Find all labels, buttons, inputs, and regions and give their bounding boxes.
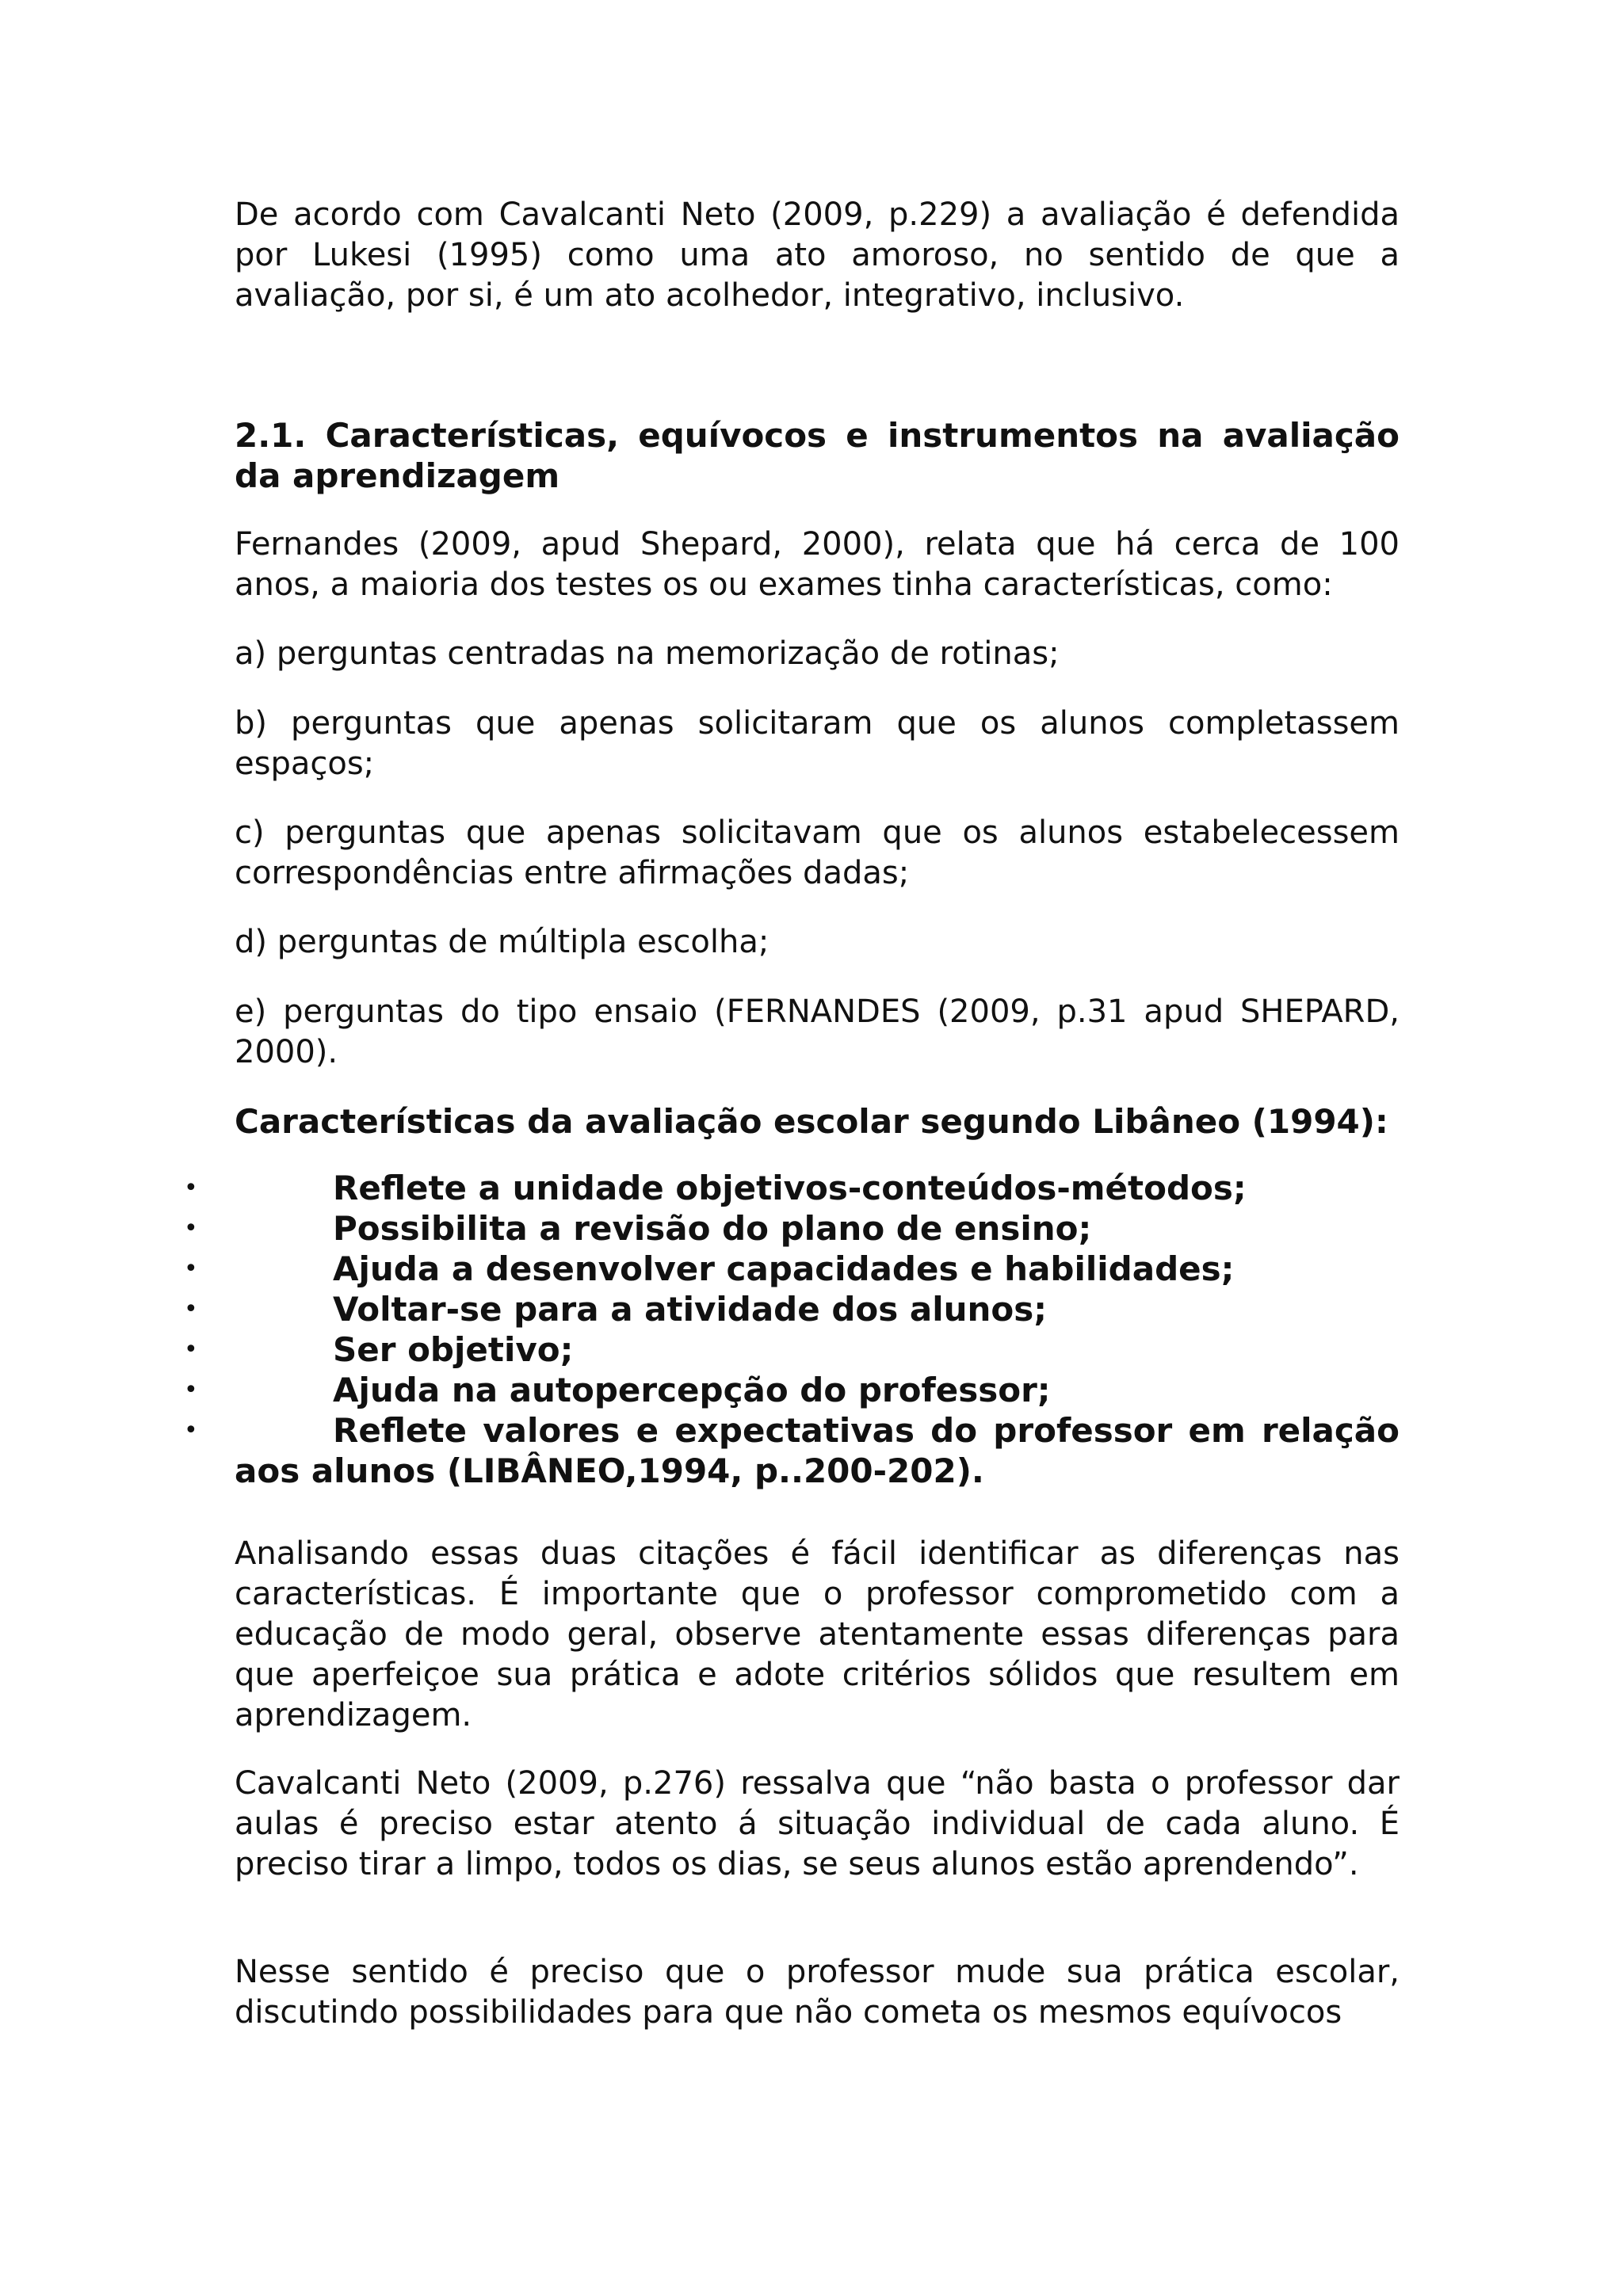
bullet-icon: • [184,1295,198,1323]
bullet-icon: • [184,1417,198,1444]
list-item [0,1168,1623,1208]
paragraph-conclusion: Nesse sentido é preciso que o professor mude sua prática escolar, discutindo possibilidades para que não cometa os mesmos equívocos [235,1954,1400,2031]
list-item [0,1249,1623,1289]
bullet-text: Reflete a unidade objetivos-conteúdos-métodos; [333,1169,1247,1207]
libaneo-characteristics-list [0,1168,1623,1491]
bullet-text: Ser objetivo; [333,1330,574,1369]
bullet-icon: • [184,1174,198,1202]
list-item [0,1410,1623,1491]
bullet-icon: • [184,1376,198,1404]
list-item [0,1289,1623,1329]
list-item-a: a) perguntas centradas na memorização de rotinas; [235,635,1060,672]
list-item-c: c) perguntas que apenas solicitavam que os alunos estabelecessem correspondências entre afirmações dadas; [235,814,1400,891]
bullet-icon: • [184,1255,198,1283]
list-item [0,1208,1623,1249]
bullet-text: Possibilita a revisão do plano de ensino; [333,1209,1092,1248]
bullet-text: Ajuda na autopercepção do professor; [333,1371,1051,1409]
list-item-b: b) perguntas que apenas solicitaram que os alunos completassem espaços; [235,705,1400,782]
bullet-icon: • [184,1336,198,1363]
bullet-text: Voltar-se para a atividade dos alunos; [333,1290,1048,1329]
list-item-e: e) perguntas do tipo ensaio (FERNANDES (2009, p.31 apud SHEPARD, 2000). [235,994,1400,1070]
section-heading: 2.1. Características, equívocos e instrumentos na avaliação da aprendizagem [235,416,1400,495]
libaneo-subheading: Características da avaliação escolar segundo Libâneo (1994): [235,1102,1388,1141]
bullet-text: Reflete valores e expectativas do professor em relação aos alunos (LIBÂNEO,1994, p..200-202). [235,1411,1400,1490]
paragraph-intro: De acordo com Cavalcanti Neto (2009, p.229) a avaliação é defendida por Lukesi (1995) como uma ato amoroso, no sentido de que a avaliação, por si, é um ato acolhedor, integrativo, inclusivo. [235,196,1400,314]
list-item-d: d) perguntas de múltipla escolha; [235,924,769,960]
paragraph-analysis: Analisando essas duas citações é fácil identificar as diferenças nas características. É importante que o professor comprometido com a educação de modo geral, observe atentamente essas diferenças para que aperfeiçoe sua prática e adote critérios sólidos que resultem em aprendizagem. [235,1535,1400,1733]
list-item [0,1370,1623,1410]
paragraph-fernandes: Fernandes (2009, apud Shepard, 2000), relata que há cerca de 100 anos, a maioria dos testes os ou exames tinha características, como: [235,526,1400,603]
bullet-text: Ajuda a desenvolver capacidades e habilidades; [333,1249,1235,1288]
list-item [0,1329,1623,1370]
paragraph-cavalcanti-quote: Cavalcanti Neto (2009, p.276) ressalva que “não basta o professor dar aulas é preciso estar atento á situação individual de cada aluno. É preciso tirar a limpo, todos os dias, se seus alunos estão aprendendo”. [235,1765,1400,1882]
bullet-icon: • [184,1215,198,1242]
